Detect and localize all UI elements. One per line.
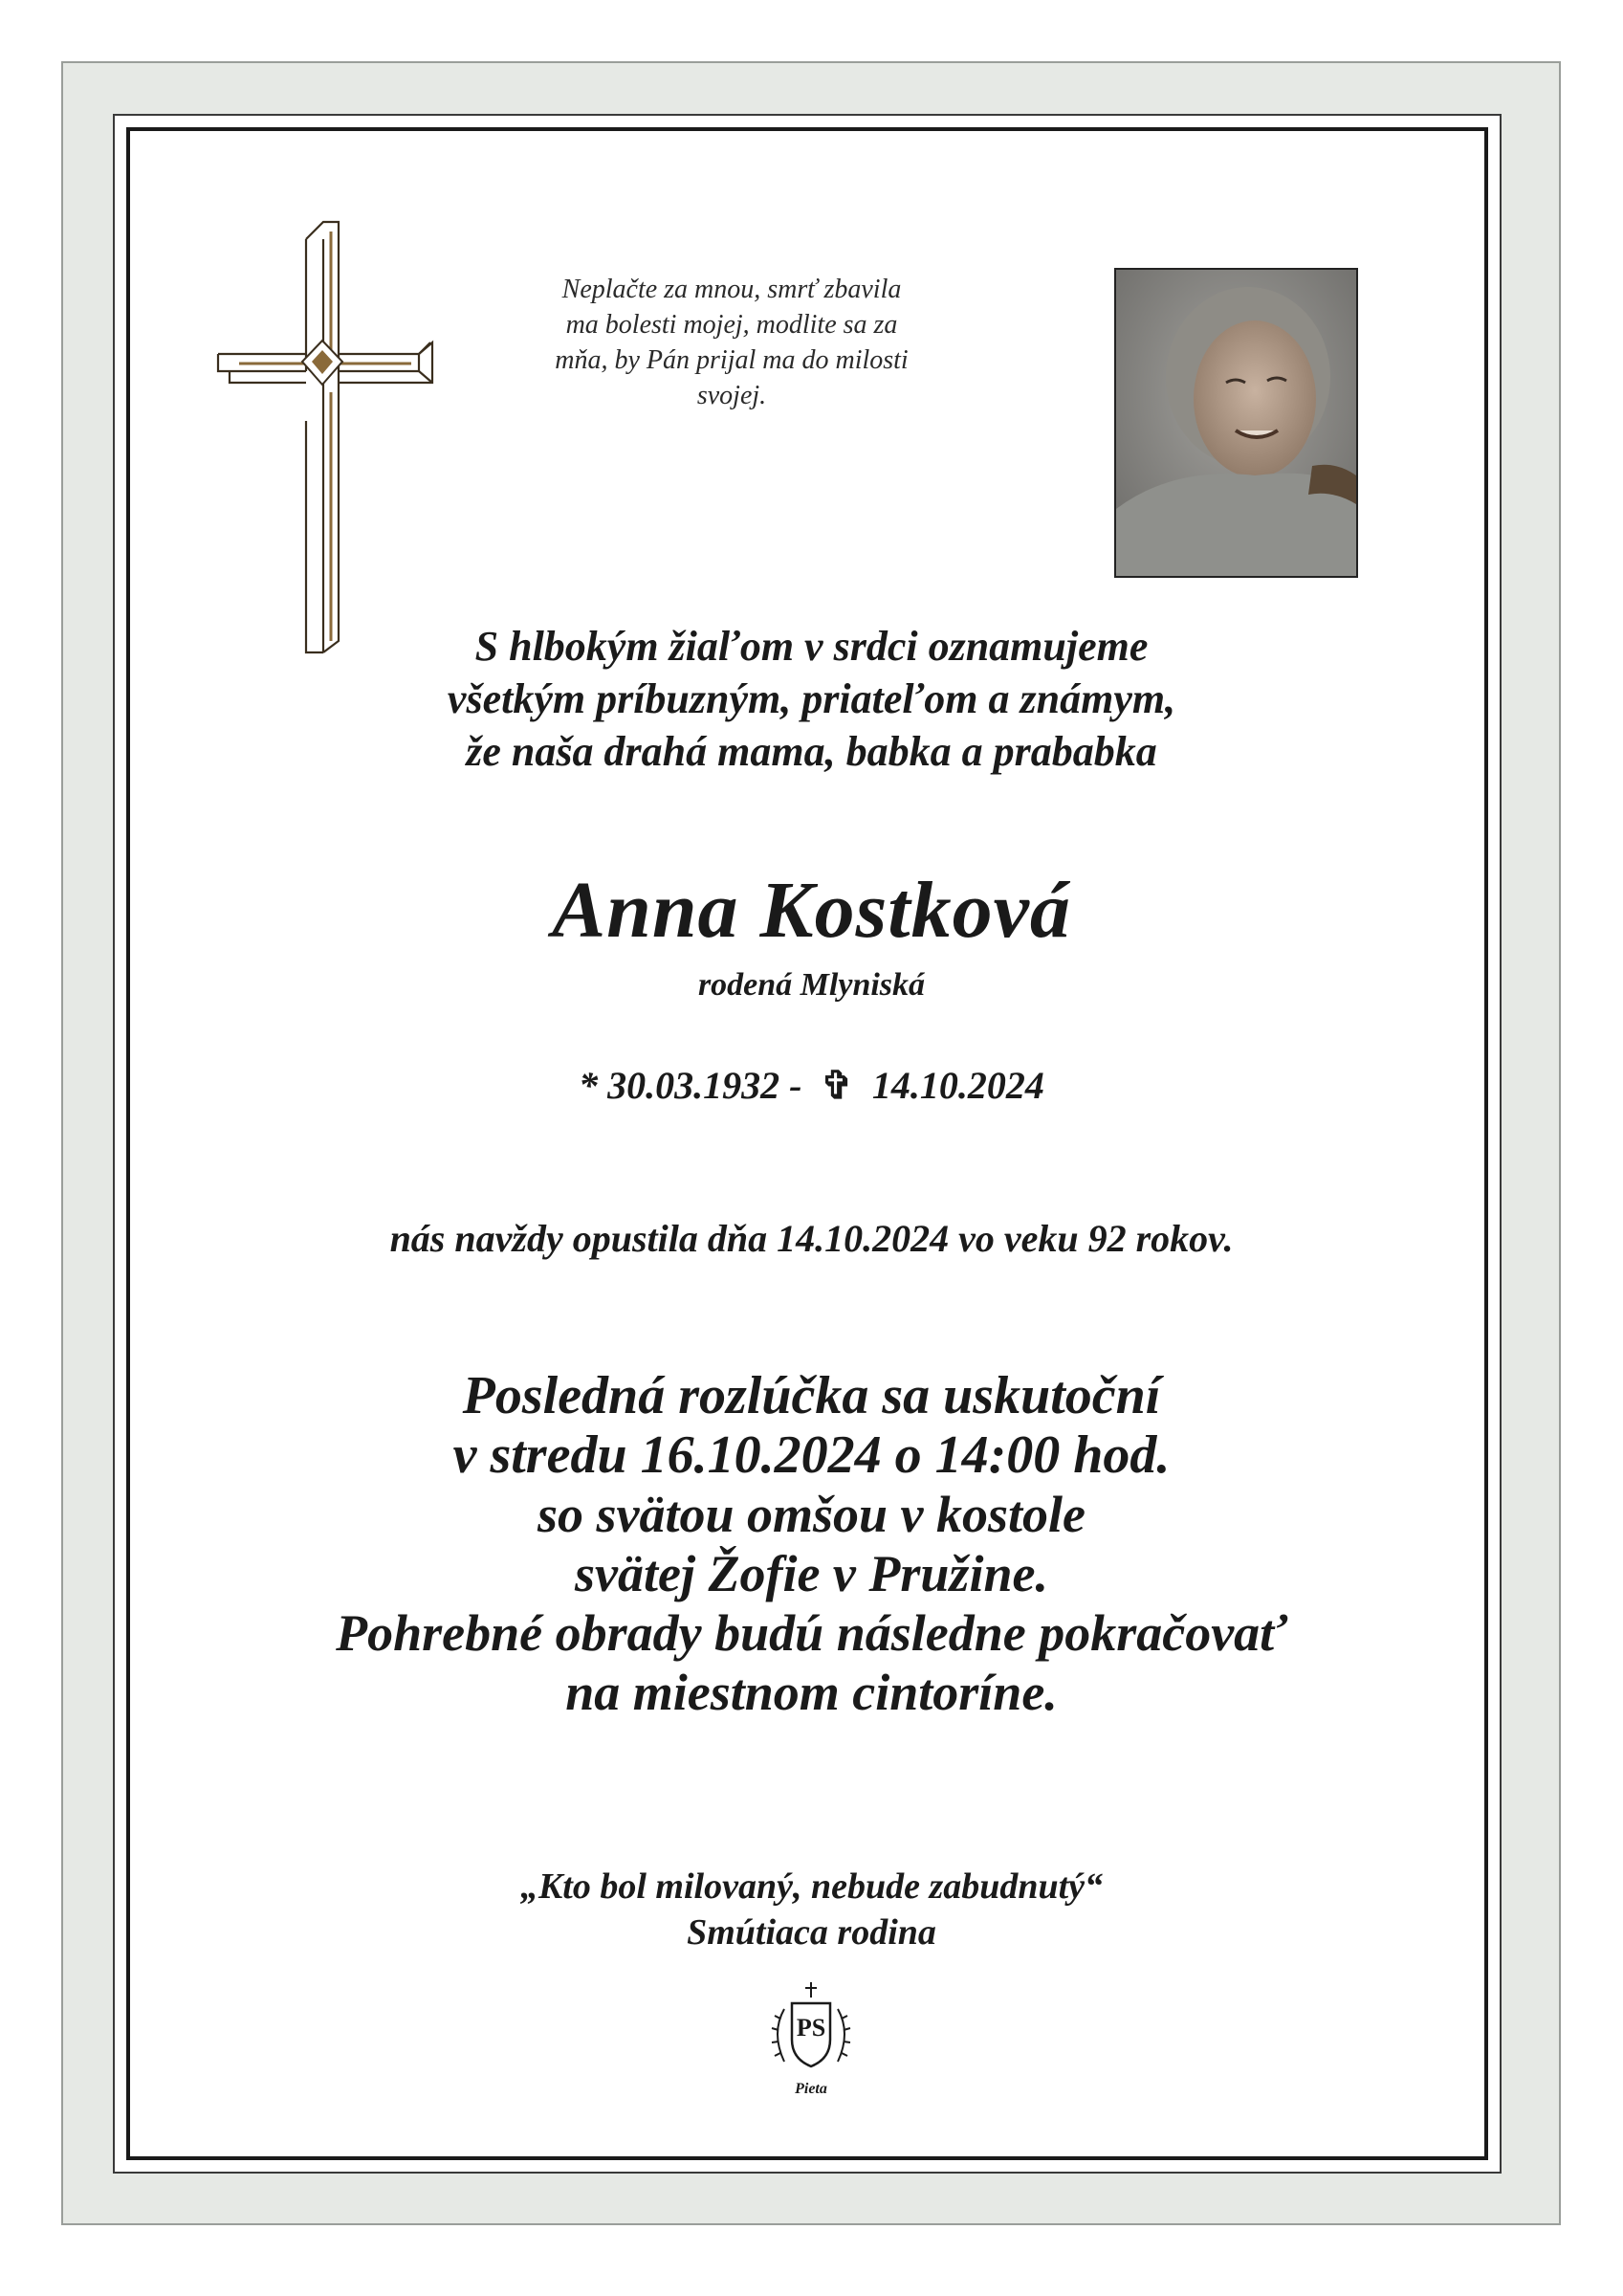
maiden-name: rodená Mlyniská <box>697 967 926 1003</box>
announcement <box>0 620 1623 778</box>
signature: Smútiaca rodina <box>687 1912 936 1953</box>
deceased-name: Anna Kostková <box>552 866 1071 955</box>
poem <box>507 272 956 413</box>
life-dates <box>0 1062 1623 1110</box>
funeral-line: Pohrebné obrady budú následne pokračovať <box>336 1604 1287 1662</box>
funeral-line: v stredu 16.10.2024 o 14:00 hod. <box>452 1425 1171 1485</box>
funeral-line: na miestnom cintoríne. <box>565 1664 1058 1721</box>
closing <box>0 1864 1623 1955</box>
logo-name: Pieta <box>795 2081 827 2097</box>
death-cross-icon: ✞ <box>821 1064 853 1107</box>
poem-line: mňa, by Pán prijal ma do milosti <box>555 345 909 375</box>
death-date: 14.10.2024 <box>871 1064 1044 1107</box>
logo-letters: PS <box>796 2014 826 2042</box>
pieta-logo <box>763 1980 859 2105</box>
funeral-line: svätej Žofie v Pružine. <box>575 1545 1048 1602</box>
funeral-line: so svätou omšou v kostole <box>537 1486 1086 1543</box>
funeral-line: Posledná rozlúčka sa uskutoční <box>462 1366 1161 1425</box>
funeral-details <box>0 1366 1623 1722</box>
announcement-line: všetkým príbuzným, priateľom a známym, <box>447 675 1176 722</box>
poem-line: ma bolesti mojej, modlite sa za <box>565 310 898 340</box>
departed-text: nás navždy opustila dňa 14.10.2024 vo veku 92 rokov. <box>389 1217 1234 1260</box>
portrait-photo <box>1114 268 1358 578</box>
announcement-line: S hlbokým žiaľom v srdci oznamujeme <box>474 623 1149 670</box>
poem-line: svojej. <box>696 381 767 410</box>
closing-quote: „Kto bol milovaný, nebude zabudnutý“ <box>519 1866 1104 1907</box>
cross-icon <box>210 220 450 660</box>
poem-line: Neplačte za mnou, smrť zbavila <box>561 275 902 304</box>
birth-date: * 30.03.1932 - <box>579 1064 802 1107</box>
announcement-line: že naša drahá mama, babka a prababka <box>466 728 1157 775</box>
